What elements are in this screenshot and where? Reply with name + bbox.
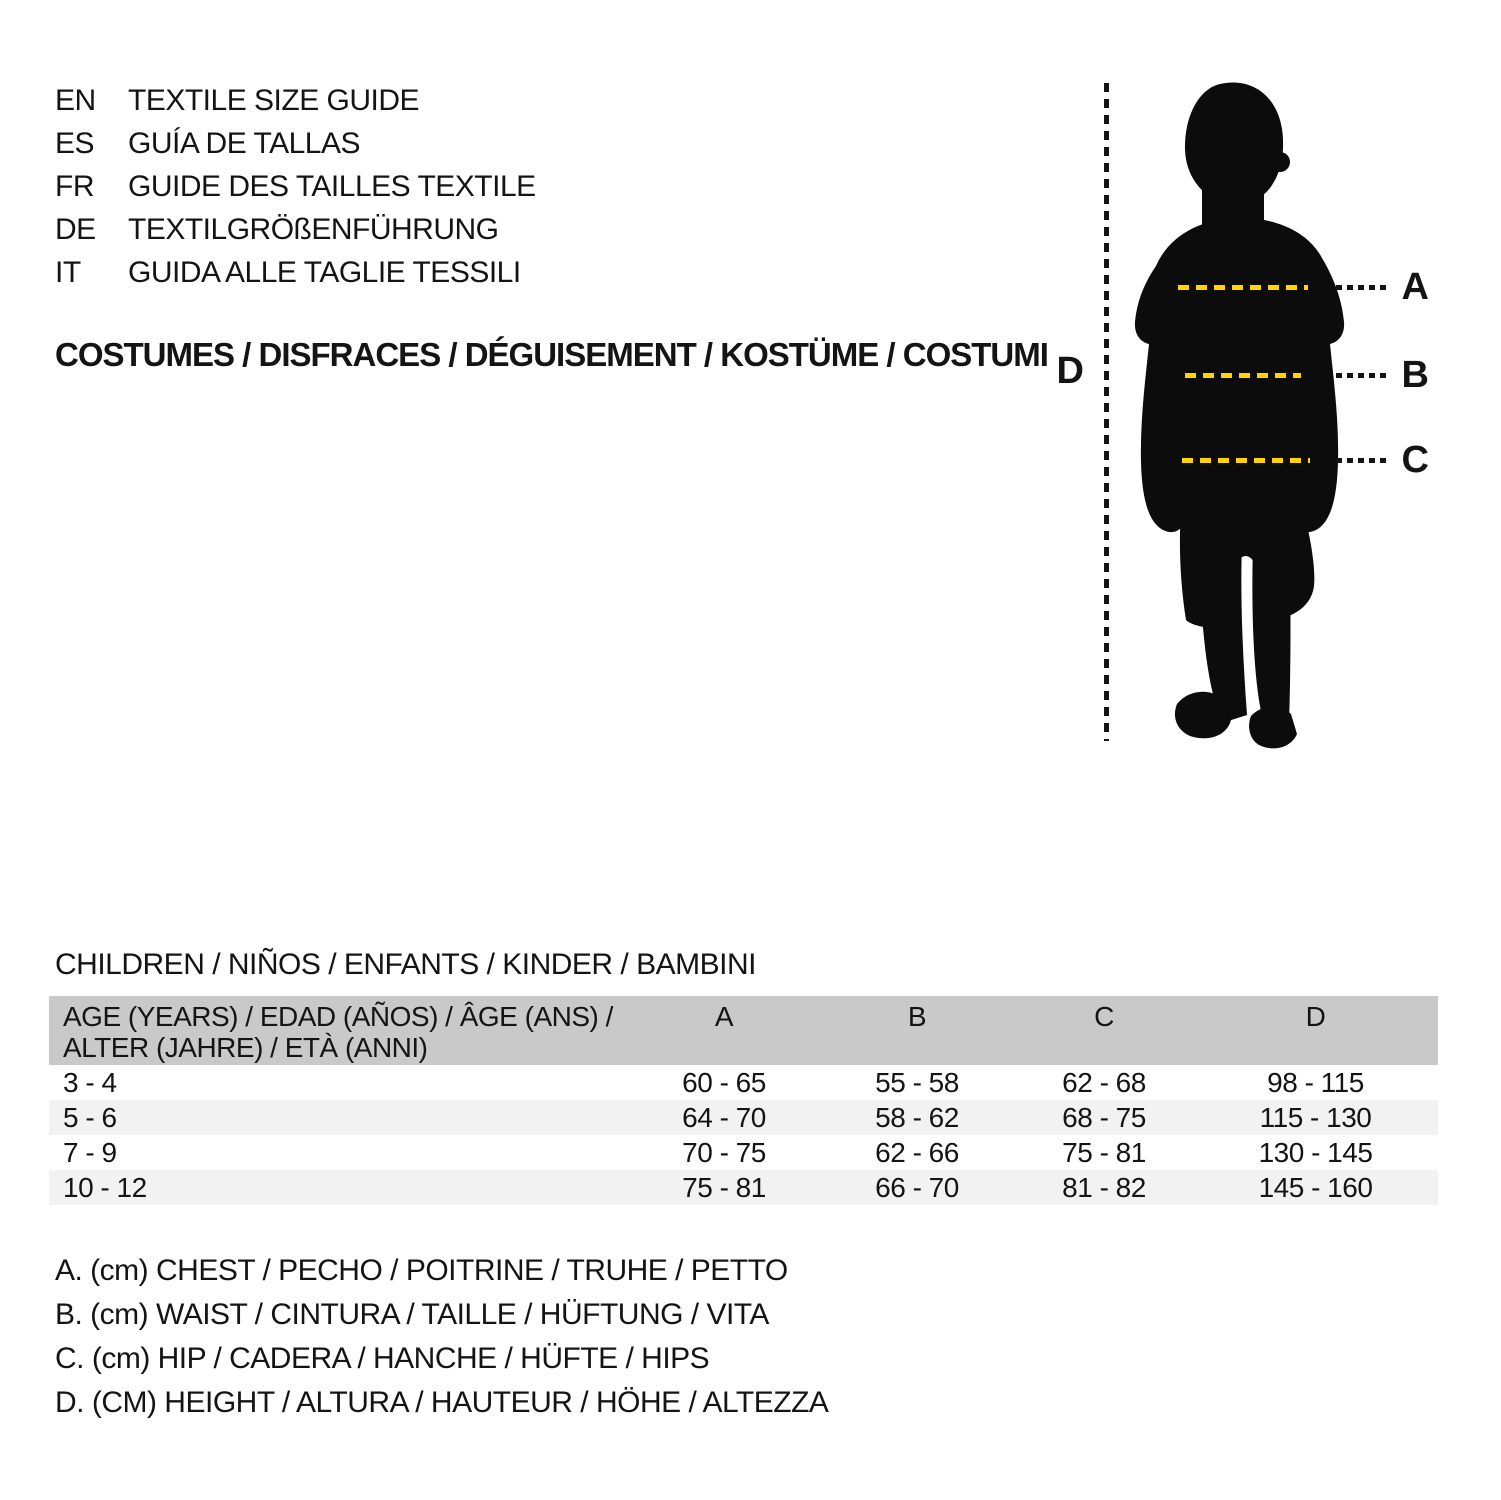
table-row: [49, 1065, 1438, 1100]
chest-value: 70 - 75: [682, 1137, 766, 1168]
language-label: TEXTILE SIZE GUIDE: [128, 84, 420, 117]
chest-value: 64 - 70: [682, 1102, 766, 1133]
language-code: ES: [55, 127, 95, 160]
legend-chest: A. (cm) CHEST / PECHO / POITRINE / TRUHE / PETTO: [55, 1254, 788, 1287]
age-cell: 5 - 6: [63, 1102, 117, 1133]
column-header-d: D: [1305, 1001, 1326, 1032]
age-column-header: [49, 996, 629, 1065]
chest-value: 60 - 65: [682, 1067, 766, 1098]
hip-value: 62 - 68: [1062, 1067, 1146, 1098]
waist-value: 58 - 62: [875, 1102, 959, 1133]
column-header-a: A: [714, 1001, 734, 1032]
child-silhouette: [1120, 70, 1380, 760]
table-row: [49, 1100, 1438, 1135]
height-dashed-line: [1104, 83, 1109, 741]
height-measure-label: D: [1056, 350, 1084, 392]
waist-value: 55 - 58: [875, 1067, 959, 1098]
silhouette-right-leg: [1252, 544, 1290, 730]
age-header-line1: AGE (YEARS) / EDAD (AÑOS) / ÂGE (ANS) /: [63, 1001, 613, 1032]
silhouette-right-shoe: [1249, 707, 1297, 749]
hip-value: 68 - 75: [1062, 1102, 1146, 1133]
hip-value: 81 - 82: [1062, 1172, 1146, 1203]
language-code: FR: [55, 170, 94, 203]
age-header-line2: ALTER (JAHRE) / ETÀ (ANNI): [63, 1032, 428, 1063]
age-cell: 7 - 9: [63, 1137, 117, 1168]
waist-value: 66 - 70: [875, 1172, 959, 1203]
waist-value: 62 - 66: [875, 1137, 959, 1168]
hip-measure-line: [1182, 458, 1310, 463]
language-code: IT: [55, 256, 81, 289]
height-value: 115 - 130: [1259, 1102, 1372, 1133]
language-label: TEXTILGRÖßENFÜHRUNG: [128, 213, 499, 246]
age-cell: 10 - 12: [63, 1172, 147, 1203]
hip-connector-line: [1336, 458, 1386, 463]
table-header-row: [49, 996, 1438, 1065]
silhouette-hair-bump: [1270, 152, 1290, 172]
language-code: DE: [55, 213, 96, 246]
language-code: EN: [55, 84, 96, 117]
chest-measure-label: A: [1401, 266, 1429, 308]
legend-hip: C. (cm) HIP / CADERA / HANCHE / HÜFTE / HIPS: [55, 1342, 710, 1375]
chest-connector-line: [1336, 285, 1386, 290]
language-label: GUÍA DE TALLAS: [128, 127, 360, 160]
chest-measure-line: [1178, 285, 1308, 290]
table-section-title: CHILDREN / NIÑOS / ENFANTS / KINDER / BAMBINI: [55, 948, 756, 981]
legend-waist: B. (cm) WAIST / CINTURA / TAILLE / HÜFTUNG / VITA: [55, 1298, 769, 1331]
column-header-c: C: [1094, 1001, 1114, 1032]
language-label: GUIDE DES TAILLES TEXTILE: [128, 170, 536, 203]
hip-measure-label: C: [1401, 439, 1429, 481]
age-cell: 3 - 4: [63, 1067, 117, 1098]
hip-value: 75 - 81: [1062, 1137, 1146, 1168]
table-row: [49, 1170, 1438, 1205]
height-value: 145 - 160: [1258, 1172, 1373, 1203]
table-row: [49, 1135, 1438, 1170]
legend-height: D. (CM) HEIGHT / ALTURA / HAUTEUR / HÖHE / ALTEZZA: [55, 1386, 829, 1419]
children-size-table: [49, 996, 1438, 1205]
waist-measure-label: B: [1401, 354, 1429, 396]
waist-connector-line: [1336, 373, 1386, 378]
height-value: 130 - 145: [1258, 1137, 1373, 1168]
column-header-b: B: [907, 1001, 927, 1032]
height-value: 98 - 115: [1267, 1067, 1364, 1098]
language-label: GUIDA ALLE TAGLIE TESSILI: [128, 256, 521, 289]
category-title: COSTUMES / DISFRACES / DÉGUISEMENT / KOSTÜME / COSTUMI: [55, 336, 1048, 373]
waist-measure-line: [1185, 373, 1301, 378]
measurement-legend: [55, 1249, 828, 1425]
chest-value: 75 - 81: [682, 1172, 766, 1203]
